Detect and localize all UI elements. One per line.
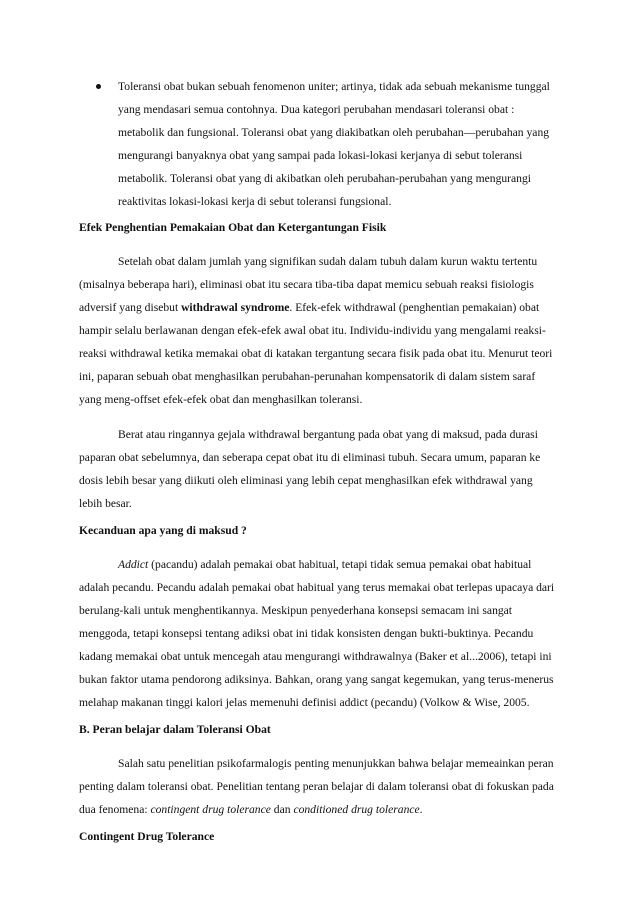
paragraph-line [79,803,423,817]
text-run: dua fenomena: [79,803,151,816]
paragraph-line: (misalnya beberapa hari), eliminasi obat itu secara tiba-tiba dapat memicu sebuah reaksi fisiologis [79,278,534,291]
bullet-icon [96,84,101,89]
bullet-line: Toleransi obat bukan sebuah fenomenon uniter; artinya, tidak ada sebuah mekanisme tunggal [118,80,550,93]
section-heading-addiction: Kecanduan apa yang di maksud ? [79,524,247,537]
bullet-line: reaktivitas lokasi-lokasi kerja di sebut toleransi fungsional. [118,195,392,208]
bullet-line: metabolik. Toleransi obat yang di akibatkan oleh perubahan-perubahan yang mengurangi [118,172,531,185]
section-heading-learning: B. Peran belajar dalam Toleransi Obat [79,723,271,736]
term-addict: Addict [118,558,149,571]
text-run: dan [270,803,294,816]
term-conditioned-drug-tolerance: conditioned drug tolerance [293,803,420,816]
paragraph-line: hampir selalu berlawanan dengan efek-efek awal obat itu. Individu-individu yang mengalami reaksi- [79,324,546,337]
paragraph-line: lebih besar. [79,497,132,510]
text-run: (pacandu) adalah pemakai obat habitual, tetapi tidak semua pemakai obat habitual [148,558,532,571]
text-run: . [419,803,423,816]
text-run: . Efek-efek withdrawal (penghentian pemakaian) obat [289,301,540,314]
paragraph-line: Setelah obat dalam jumlah yang signifikan sudah dalam tubuh dalam kurun waktu tertentu [118,255,538,268]
paragraph-line: yang meng-offset efek-efek obat dan menghasilkan toleransi. [79,393,363,406]
paragraph-line: berulang-kali untuk menghentikannya. Meskipun penyederhana konsepsi semacam ini sangat [79,604,513,617]
text-run: adversif yang disebut [79,301,182,314]
paragraph-line: melahap makanan tinggi kalori jelas memenuhi definisi addict (pecandu) (Volkow & Wise, 2005. [79,696,530,709]
paragraph-line: kadang memakai obat untuk mencegah atau mengurangi withdrawalnya (Baker et al...2006), tetapi ini [79,650,552,663]
bullet-line: yang mendasari semua contohnya. Dua kategori perubahan mendasari toleransi obat : [118,103,515,116]
bullet-line: metabolik dan fungsional. Toleransi obat yang diakibatkan oleh perubahan—perubahan yang [118,126,550,139]
paragraph-line: Salah satu penelitian psikofarmalogis penting menunjukkan bahwa belajar memeainkan peran [118,757,554,770]
term-contingent-drug-tolerance: contingent drug tolerance [150,803,271,816]
paragraph-line: Berat atau ringannya gejala withdrawal bergantung pada obat yang di maksud, pada durasi [118,428,538,441]
paragraph-line: penting dalam toleransi obat. Penelitian tentang peran belajar di dalam toleransi obat di fokuskan pada [79,780,554,793]
paragraph-line [79,301,539,315]
paragraph-line: ini, paparan sebuah obat menghasilkan perubahan-perunahan kompensatorik di dalam sistem saraf [79,370,536,383]
term-withdrawal-syndrome: withdrawal syndrome [181,301,290,314]
paragraph-line: bukan faktor utama pendorong adiksinya. Bahkan, orang yang sangat kegemukan, yang terus-menerus [79,673,554,686]
paragraph-line: menggoda, tetapi konsepsi tentang adiksi obat ini tidak konsisten dengan bukti-buktinya. Pecandu [79,627,534,640]
paragraph-line: paparan obat sebelumnya, dan seberapa cepat obat itu di eliminasi tubuh. Secara umum, paparan ke [79,451,541,464]
section-heading-contingent: Contingent Drug Tolerance [79,830,215,843]
bullet-line: mengurangi banyaknya obat yang sampai pada lokasi-lokasi kerjanya di sebut toleransi [118,149,523,162]
paragraph-line [118,558,531,572]
paragraph-line: reaksi withdrawal ketika memakai obat di katakan tergantung secara fisik pada obat itu. Menurut teori [79,347,553,360]
paragraph-line: adalah pecandu. Pecandu adalah pemakai obat habitual yang terus memakai obat terlepas upacaya dari [79,581,555,594]
section-heading-withdrawal: Efek Penghentian Pemakaian Obat dan Ketergantungan Fisik [79,221,387,234]
paragraph-line: dosis lebih besar yang diikuti oleh eliminasi yang lebih cepat menghasilkan efek withdrawal yang [79,474,533,487]
